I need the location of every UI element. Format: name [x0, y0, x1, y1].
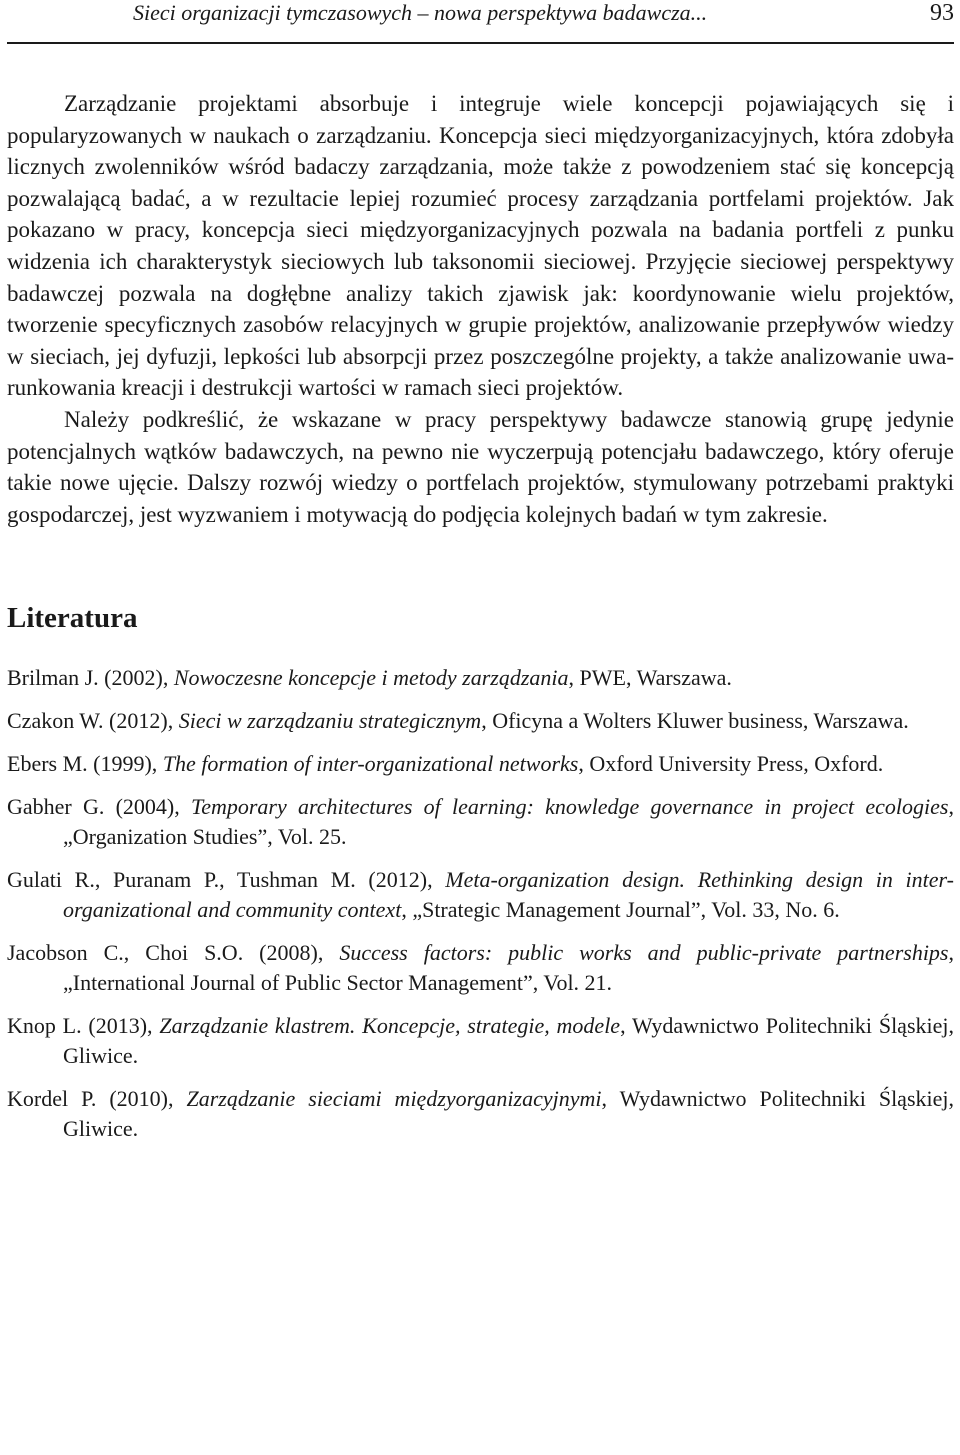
reference-authors: Czakon W. (2012),: [7, 708, 179, 734]
reference-authors: Gabher G. (2004),: [7, 794, 191, 820]
reference-item: [7, 706, 954, 736]
running-title: Sieci organizacji tymczasowych – nowa perspektywa badawcza...: [133, 0, 708, 25]
reference-publication: , „Strategic Management Journal”, Vol. 33, No. 6.: [401, 897, 840, 923]
reference-authors: Kordel P. (2010),: [7, 1086, 187, 1112]
reference-title: Zarządzanie sieciami międzyorganizacyjnymi: [186, 1086, 602, 1112]
reference-item: [7, 938, 954, 998]
running-header: [7, 0, 954, 44]
reference-publication: , Wydawnictwo Politechniki Śląskiej, Gliwice.: [63, 1086, 954, 1142]
body-text: [7, 88, 954, 530]
paragraph: Zarządzanie projektami absorbuje i integruje wiele koncepcji pojawiających się i popularyzowanych w naukach o zarządzaniu. Koncepcja sieci międzyorganizacyjnych, która zdobyła licznych zwolenników wśród badaczy zarządzania, może także z powodzeniem stać się koncepcją pozwalającą badać, a w rezultacie lepiej rozumieć procesy zarządzania portfelami projektów. Jak pokazano w pracy, koncepcja sieci międzyorganizacyjnych pozwala na badania portfeli z punku widzenia ich charakterystyk sieciowych lub taksonomii sieciowej. Przyjęcie sieciowej perspektywy badawczej pozwala na dogłębne analizy takich zjawisk jak: koordynowanie wielu projektów, tworzenie specyficznych zasobów relacyjnych w grupie projektów, analizowanie przepływów wiedzy w sieciach, jej dyfuzji, lepkości lub absorpcji przez poszczególne projekty, a także analizowanie uwarunkowania kreacji i destrukcji wartości w ramach sieci projektów.: [7, 91, 954, 401]
reference-list: [7, 663, 954, 1144]
reference-title: Temporary architectures of learning: knowledge governance in project ecologies: [191, 794, 949, 820]
reference-authors: Gulati R., Puranam P., Tushman M. (2012),: [7, 867, 446, 893]
reference-item: [7, 749, 954, 779]
reference-title: Success factors: public works and public-private partnerships: [339, 940, 949, 966]
reference-item: [7, 792, 954, 852]
reference-item: [7, 1011, 954, 1071]
paragraph: Należy podkreślić, że wskazane w pracy perspektywy badawcze stanowią grupę jedynie potencjalnych wątków badawczych, na pewno nie wyczerpują potencjału badawczego, który oferuje takie nowe ujęcie. Dalszy rozwój wiedzy o portfelach projektów, stymulowany potrzebami praktyki gospodarczej, jest wyzwaniem i motywacją do podjęcia kolejnych badań w tym zakresie.: [7, 406, 954, 527]
reference-publication: , „Organization Studies”, Vol. 25.: [63, 794, 954, 850]
reference-authors: Brilman J. (2002),: [7, 665, 174, 691]
reference-item: [7, 865, 954, 925]
reference-publication: , „International Journal of Public Sector Management”, Vol. 21.: [63, 940, 954, 996]
reference-title: Nowoczesne koncepcje i metody zarządzania: [173, 665, 569, 691]
reference-authors: Knop L. (2013),: [7, 1013, 160, 1039]
page-number: 93: [930, 0, 954, 26]
reference-authors: Ebers M. (1999),: [7, 751, 163, 777]
reference-title: Zarządzanie klastrem. Koncepcje, strategie, modele: [159, 1013, 621, 1039]
reference-item: [7, 663, 954, 693]
reference-publication: , PWE, Warszawa.: [568, 665, 732, 691]
reference-publication: , Oficyna a Wolters Kluwer business, Warszawa.: [481, 708, 909, 734]
reference-item: [7, 1084, 954, 1144]
section-heading-literatura: Literatura: [7, 602, 138, 635]
reference-publication: , Oxford University Press, Oxford.: [578, 751, 884, 777]
reference-publication: , Wydawnictwo Politechniki Śląskiej, Gliwice.: [63, 1013, 954, 1069]
reference-title: Sieci w zarządzaniu strategicznym: [178, 708, 482, 734]
reference-title: Meta-organization design. Rethinking design in inter-organizational and community context: [63, 867, 954, 923]
reference-title: The formation of inter-organizational networks: [162, 751, 579, 777]
reference-authors: Jacobson C., Choi S.O. (2008),: [7, 940, 340, 966]
